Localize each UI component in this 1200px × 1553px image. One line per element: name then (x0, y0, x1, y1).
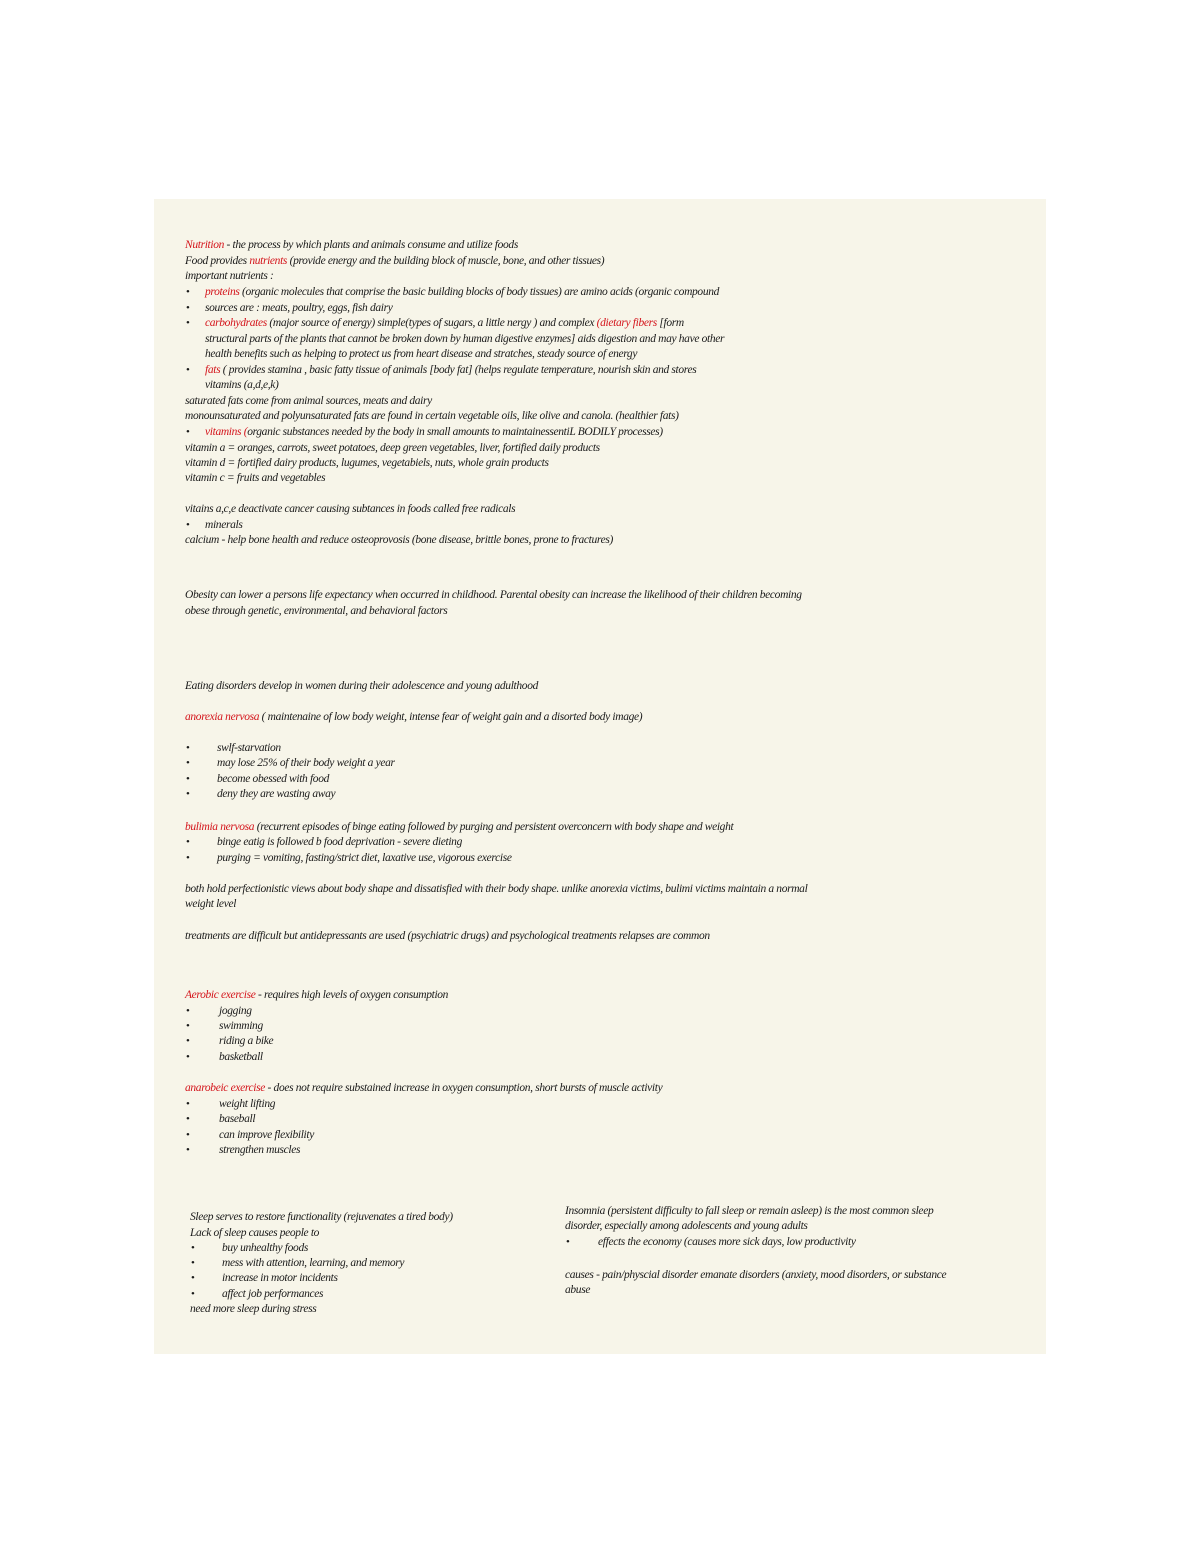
term-anaerobic: anarobeic exercise (185, 1082, 266, 1094)
vitamin-a-line: vitamin a = oranges, carrots, sweet potatoes, deep green vegetables, liver, fortified daily products (185, 442, 600, 454)
term-anorexia: anorexia nervosa (185, 711, 260, 723)
anaerobic-line: anarobeic exercise - does not require substained increase in oxygen consumption, short bursts of muscle activity (185, 1082, 663, 1094)
bullet: • (186, 788, 190, 800)
bulimia-line: bulimia nervosa (recurrent episodes of binge eating followed by purging and persistent overconcern with body shape and weight (185, 821, 734, 833)
causes-line-2: abuse (565, 1284, 591, 1296)
anaerobic-item: can improve flexibility (219, 1129, 314, 1141)
minerals-line: minerals (205, 519, 243, 531)
both-line-2: weight level (185, 898, 237, 910)
bullet: • (186, 519, 190, 531)
sleep-item: increase in motor incidents (222, 1272, 338, 1284)
sleep-line-2: Lack of sleep causes people to (190, 1227, 320, 1239)
bullet: • (186, 1051, 190, 1063)
mono-line: monounsaturated and polyunsaturated fats are found in certain vegetable oils, like olive and canola. (healthier fats) (185, 410, 679, 422)
sleep-item: mess with attention, learning, and memory (222, 1257, 405, 1269)
aerobic-item: riding a bike (219, 1035, 274, 1047)
bullet: • (186, 773, 190, 785)
sources-line: sources are : meats, poultry, eggs, fish dairy (205, 302, 393, 314)
aerobic-item: swimming (219, 1020, 263, 1032)
eating-intro: Eating disorders develop in women during their adolescence and young adulthood (185, 680, 538, 692)
bullet: • (186, 426, 190, 438)
obesity-line-1: Obesity can lower a persons life expectancy when occurred in childhood. Parental obesity can increase the likelihood of their children becoming (185, 589, 802, 601)
saturated-line: saturated fats come from animal sources, meats and dairy (185, 395, 432, 407)
anaerobic-item: strengthen muscles (219, 1144, 301, 1156)
anorexia-item: deny they are wasting away (217, 788, 336, 800)
bullet: • (191, 1288, 195, 1300)
anorexia-item: swlf-starvation (217, 742, 281, 754)
vitamin-d-line: vitamin d = fortified dairy products, lugumes, vegetabiels, nuts, whole grain products (185, 457, 549, 469)
anaerobic-item: baseball (219, 1113, 256, 1125)
aerobic-line: Aerobic exercise - requires high levels of oxygen consumption (185, 989, 449, 1001)
bullet: • (186, 302, 190, 314)
carbs-line-3: health benefits such as helping to protect us from heart disease and stratches, steady source of energy (205, 348, 638, 360)
anorexia-item: may lose 25% of their body weight a year (217, 757, 395, 769)
proteins-line: proteins (organic molecules that comprise the basic building blocks of body tissues) are amino acids (organic compound (205, 286, 720, 298)
carbs-line: carbohydrates (major source of energy) simple(types of sugars, a little nergy ) and complex (dietary fibers [form (205, 317, 684, 329)
sleep-item: affect job performances (222, 1288, 324, 1300)
sleep-line-1: Sleep serves to restore functionality (rejuvenates a tired body) (190, 1211, 453, 1223)
bullet: • (186, 1113, 190, 1125)
vitamin-c-line: vitamin c = fruits and vegetables (185, 472, 326, 484)
sleep-line-3: need more sleep during stress (190, 1303, 317, 1315)
term-nutrients: nutrients (249, 255, 288, 267)
bullet: • (566, 1236, 570, 1248)
term-aerobic: Aerobic exercise (185, 989, 256, 1001)
bullet: • (186, 1005, 190, 1017)
food-line: Food provides nutrients (provide energy and the building block of muscle, bone, and other tissues) (185, 255, 605, 267)
bullet: • (186, 1020, 190, 1032)
vitamins-line: vitamins (organic substances needed by the body in small amounts to maintainessentiL BODILY processes) (205, 426, 663, 438)
calcium-line: calcium - help bone health and reduce osteoprovosis (bone disease, brittle bones, prone to fractures) (185, 534, 613, 546)
anaerobic-item: weight lifting (219, 1098, 276, 1110)
bullet: • (191, 1257, 195, 1269)
bullet: • (186, 317, 190, 329)
term-proteins: proteins (205, 286, 240, 298)
vitains-line: vitains a,c,e deactivate cancer causing subtances in foods called free radicals (185, 503, 516, 515)
bulimia-item: purging = vomiting, fasting/strict diet, laxative use, vigorous exercise (217, 852, 512, 864)
bullet: • (186, 1098, 190, 1110)
treatments-line: treatments are difficult but antidepressants are used (psychiatric drugs) and psychological treatments relapses are common (185, 930, 710, 942)
both-line-1: both hold perfectionistic views about body shape and dissatisfied with their body shape. unlike anorexia victims, bulimi victims maintain a normal (185, 883, 808, 895)
insomnia-item: effects the economy (causes more sick days, low productivity (598, 1236, 856, 1248)
bullet: • (186, 364, 190, 376)
bulimia-item: binge eatig is followed b food deprivation - severe dieting (217, 836, 462, 848)
bullet: • (186, 836, 190, 848)
causes-line-1: causes - pain/physcial disorder emanate disorders (anxiety, mood disorders, or substance (565, 1269, 947, 1281)
fats-line-2: vitamins (a,d,e,k) (205, 379, 279, 391)
aerobic-item: jogging (219, 1005, 252, 1017)
bullet: • (186, 1129, 190, 1141)
carbs-line-2: structural parts of the plants that cannot be broken down by human digestive enzymes] aids digestion and may have other (205, 333, 725, 345)
term-bulimia: bulimia nervosa (185, 821, 255, 833)
bullet: • (186, 1144, 190, 1156)
bullet: • (191, 1242, 195, 1254)
bullet: • (186, 1035, 190, 1047)
bullet: • (186, 742, 190, 754)
bullet: • (191, 1272, 195, 1284)
term-carbohydrates: carbohydrates (205, 317, 267, 329)
insomnia-line-2: disorder, especially among adolescents and young adults (565, 1220, 808, 1232)
anorexia-line: anorexia nervosa ( maintenaine of low body weight, intense fear of weight gain and a disorted body image) (185, 711, 643, 723)
fats-line: fats ( provides stamina , basic fatty tissue of animals [body fat] (helps regulate temperature, nourish skin and stores (205, 364, 697, 376)
nutrition-definition: Nutrition - the process by which plants and animals consume and utilize foods (185, 239, 518, 251)
aerobic-item: basketball (219, 1051, 263, 1063)
bullet: • (186, 757, 190, 769)
term-vitamins: vitamins ( (205, 426, 248, 438)
bullet: • (186, 286, 190, 298)
bullet: • (186, 852, 190, 864)
insomnia-line-1: Insomnia (persistent difficulty to fall sleep or remain asleep) is the most common sleep (565, 1205, 934, 1217)
term-dietary-fibers: (dietary fibers (596, 317, 657, 329)
term-nutrition: Nutrition (185, 239, 225, 251)
obesity-line-2: obese through genetic, environmental, and behavioral factors (185, 605, 448, 617)
anorexia-item: become obessed with food (217, 773, 330, 785)
sleep-item: buy unhealthy foods (222, 1242, 308, 1254)
important-nutrients: important nutrients : (185, 270, 274, 282)
term-fats: fats (205, 364, 221, 376)
